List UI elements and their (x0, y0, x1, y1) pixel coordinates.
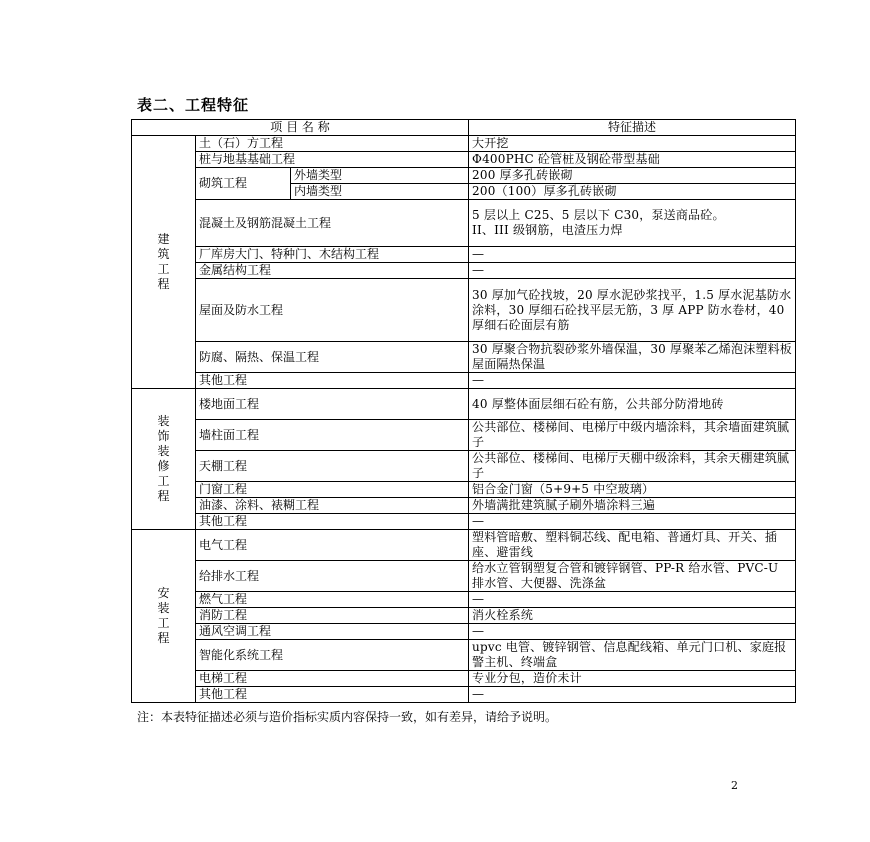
item-cell: 智能化系统工程 (196, 640, 469, 671)
category-label: 装饰装修工程 (157, 414, 170, 503)
table-row (132, 592, 796, 608)
table-row (132, 279, 796, 342)
desc-cell: 30 厚聚合物抗裂砂浆外墙保温，30 厚聚苯乙烯泡沫塑料板屋面隔热保温 (469, 342, 796, 373)
table-row (132, 263, 796, 279)
header-item: 项 目 名 称 (132, 120, 469, 136)
desc-cell: 外墙满批建筑腻子刷外墙涂料三遍 (469, 498, 796, 514)
item-cell: 楼地面工程 (196, 389, 469, 420)
desc-cell: 给水立管钢塑复合管和镀锌钢管、PP-R 给水管、PVC-U 排水管、大便器、洗涤盆 (469, 561, 796, 592)
item-cell: 墙柱面工程 (196, 420, 469, 451)
page-title: 表二、工程特征 (137, 96, 250, 114)
item-cell: 电气工程 (196, 530, 469, 561)
category-label: 安装工程 (157, 586, 170, 645)
table-row (132, 498, 796, 514)
table-row (132, 671, 796, 687)
table-row (132, 608, 796, 624)
table-row (132, 420, 796, 451)
engineering-features-table (131, 119, 796, 703)
table-row (132, 136, 796, 152)
item-cell: 金属结构工程 (196, 263, 469, 279)
table-header-row (132, 120, 796, 136)
item-cell: 消防工程 (196, 608, 469, 624)
table-row (132, 561, 796, 592)
table-row (132, 373, 796, 389)
item-cell: 其他工程 (196, 373, 469, 389)
desc-cell: 5 层以上 C25、5 层以下 C30，泵送商品砼。 II、III 级钢筋，电渣压力焊 (469, 200, 796, 247)
table-row (132, 389, 796, 420)
desc-cell: Φ400PHC 砼管桩及钢砼带型基础 (469, 152, 796, 168)
item-cell: 油漆、涂料、裱糊工程 (196, 498, 469, 514)
item-cell: 其他工程 (196, 687, 469, 703)
desc-cell: — (469, 373, 796, 389)
page-number: 2 (731, 779, 738, 792)
table-row (132, 451, 796, 482)
item-cell: 门窗工程 (196, 482, 469, 498)
item-cell: 通风空调工程 (196, 624, 469, 640)
footnote: 注：本表特征描述必须与造价指标实质内容保持一致，如有差异，请给予说明。 (137, 710, 558, 724)
desc-cell: 30 厚加气砼找坡，20 厚水泥砂浆找平，1.5 厚水泥基防水涂料，30 厚细石砼找平层无筋，3 厚 APP 防水卷材，40 厚细石砼面层有筋 (469, 279, 796, 342)
item-cell: 给排水工程 (196, 561, 469, 592)
header-desc: 特征描述 (469, 120, 796, 136)
item-cell: 燃气工程 (196, 592, 469, 608)
table-row (132, 247, 796, 263)
desc-cell: 40 厚整体面层细石砼有筋，公共部分防滑地砖 (469, 389, 796, 420)
desc-cell: — (469, 247, 796, 263)
item-cell: 桩与地基基础工程 (196, 152, 469, 168)
desc-cell: 200（100）厚多孔砖嵌砌 (469, 184, 796, 200)
table-row (132, 640, 796, 671)
desc-cell: — (469, 624, 796, 640)
item-cell: 电梯工程 (196, 671, 469, 687)
table-row (132, 342, 796, 373)
item-cell: 天棚工程 (196, 451, 469, 482)
table-row (132, 530, 796, 561)
desc-cell: 200 厚多孔砖嵌砌 (469, 168, 796, 184)
sub-item-cell: 外墙类型 (291, 168, 469, 184)
table-row (132, 482, 796, 498)
desc-cell: 塑料管暗敷、塑料铜芯线、配电箱、普通灯具、开关、插座、避雷线 (469, 530, 796, 561)
category-cell (132, 389, 196, 530)
desc-cell: upvc 电管、镀锌钢管、信息配线箱、单元门口机、家庭报警主机、终端盒 (469, 640, 796, 671)
item-cell: 砌筑工程 (196, 168, 291, 200)
table-row (132, 514, 796, 530)
table-row (132, 624, 796, 640)
table-row (132, 152, 796, 168)
desc-cell: — (469, 687, 796, 703)
desc-cell: 公共部位、楼梯间、电梯厅中级内墙涂料，其余墙面建筑腻子 (469, 420, 796, 451)
item-cell: 混凝土及钢筋混凝土工程 (196, 200, 469, 247)
category-cell (132, 530, 196, 703)
item-cell: 防腐、隔热、保温工程 (196, 342, 469, 373)
table-row (132, 200, 796, 247)
desc-cell: 大开挖 (469, 136, 796, 152)
desc-cell: — (469, 263, 796, 279)
table-row (132, 687, 796, 703)
desc-cell: 铝合金门窗（5+9+5 中空玻璃） (469, 482, 796, 498)
item-cell: 其他工程 (196, 514, 469, 530)
sub-item-cell: 内墙类型 (291, 184, 469, 200)
table-row (132, 168, 796, 184)
item-cell: 屋面及防水工程 (196, 279, 469, 342)
desc-cell: 消火栓系统 (469, 608, 796, 624)
item-cell: 厂库房大门、特种门、木结构工程 (196, 247, 469, 263)
item-cell: 土（石）方工程 (196, 136, 469, 152)
desc-cell: 专业分包，造价未计 (469, 671, 796, 687)
desc-cell: — (469, 592, 796, 608)
desc-cell: 公共部位、楼梯间、电梯厅天棚中级涂料，其余天棚建筑腻子 (469, 451, 796, 482)
desc-cell: — (469, 514, 796, 530)
category-label: 建筑工程 (157, 232, 170, 291)
category-cell (132, 136, 196, 389)
